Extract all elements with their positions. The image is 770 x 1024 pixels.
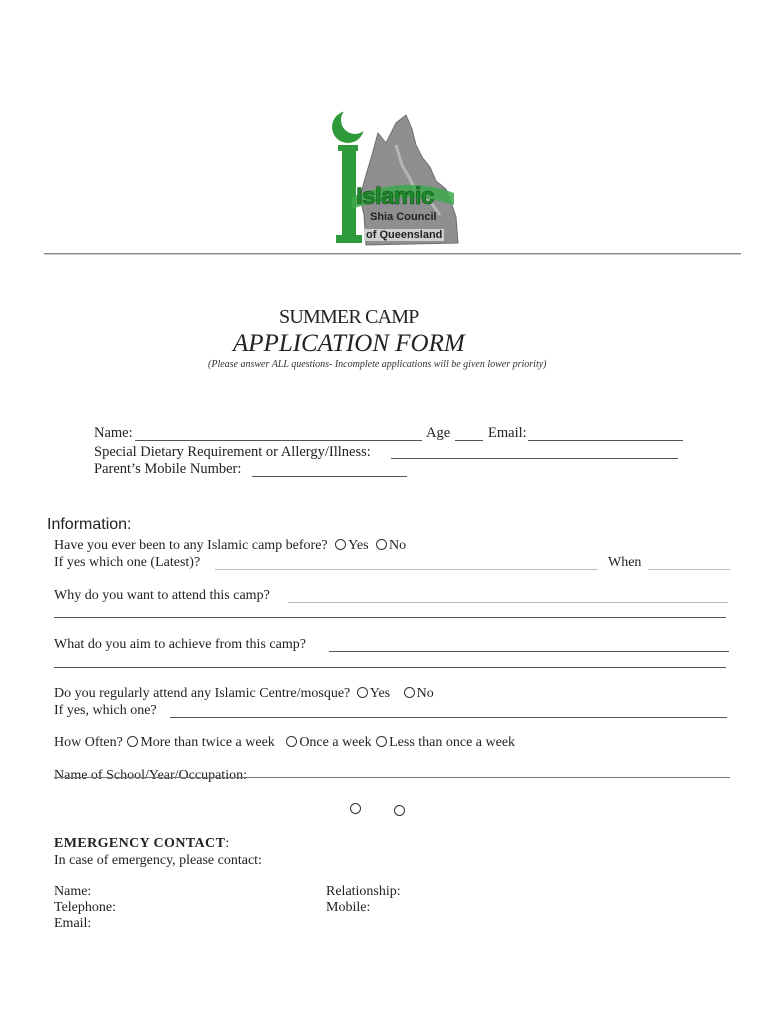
how-often-text: How Often? (54, 735, 123, 750)
why-attend-field[interactable] (288, 602, 728, 603)
logo-word: Islamic (356, 183, 434, 210)
emergency-intro: In case of emergency, please contact: (54, 853, 262, 868)
email-field[interactable] (528, 440, 683, 441)
camp-before-no-label: No (389, 538, 407, 553)
extra-radio-right[interactable] (394, 805, 405, 816)
which-camp-field[interactable] (215, 569, 598, 570)
dietary-field[interactable] (391, 458, 678, 459)
aim-achieve-field[interactable] (329, 651, 729, 652)
how-often-less-label: Less than once a week (389, 735, 516, 750)
which-centre-field[interactable] (170, 717, 727, 718)
council-logo (326, 105, 462, 250)
age-field[interactable] (455, 440, 483, 441)
how-often-once-radio[interactable] (286, 736, 297, 747)
attend-centre-no-radio[interactable] (404, 687, 415, 698)
when-field[interactable] (648, 569, 730, 570)
emergency-mobile-label: Mobile: (326, 900, 371, 915)
logo-line2: Shia Council (370, 211, 437, 223)
emergency-relationship-label: Relationship: (326, 884, 401, 899)
which-centre-label: If yes, which one? (54, 703, 157, 718)
how-often-more-radio[interactable] (127, 736, 138, 747)
information-heading: Information: (47, 516, 132, 533)
form-instructions: (Please answer ALL questions- Incomplete applications will be given lower priority) (208, 359, 547, 370)
how-often-less-radio[interactable] (376, 736, 387, 747)
aim-achieve-label: What do you aim to achieve from this camp? (54, 637, 306, 652)
extra-radio-left[interactable] (350, 803, 361, 814)
logo-line3: of Queensland (366, 229, 443, 241)
camp-before-yes-label: Yes (348, 538, 369, 553)
email-label: Email: (488, 425, 527, 441)
why-attend-label: Why do you want to attend this camp? (54, 588, 270, 603)
camp-before-text: Have you ever been to any Islamic camp before? (54, 538, 328, 553)
camp-before-question (54, 538, 406, 554)
how-often-question (54, 735, 515, 751)
dietary-label: Special Dietary Requirement or Allergy/Illness: (94, 444, 371, 460)
attend-centre-question (54, 686, 434, 702)
form-title-summer-camp: SUMMER CAMP (279, 306, 419, 328)
emergency-email-label: Email: (54, 916, 92, 931)
camp-before-no-radio[interactable] (376, 539, 387, 550)
emergency-telephone-label: Telephone: (54, 900, 116, 915)
school-occupation-label: Name of School/Year/Occupation: (54, 768, 247, 783)
form-title-application: APPLICATION FORM (233, 330, 465, 357)
emergency-heading-text: EMERGENCY CONTACT (54, 836, 226, 851)
school-occupation-field[interactable] (54, 777, 730, 778)
when-label: When (608, 555, 642, 570)
camp-before-yes-radio[interactable] (335, 539, 346, 550)
why-attend-field-line2[interactable] (54, 617, 726, 618)
attend-centre-text: Do you regularly attend any Islamic Centre/mosque? (54, 686, 351, 701)
age-label: Age (426, 425, 451, 441)
how-often-more-label: More than twice a week (140, 735, 275, 750)
attend-centre-yes-radio[interactable] (357, 687, 368, 698)
aim-achieve-field-line2[interactable] (54, 667, 726, 668)
parent-mobile-field[interactable] (252, 476, 407, 477)
which-camp-label: If yes which one (Latest)? (54, 555, 201, 570)
how-often-once-label: Once a week (299, 735, 372, 750)
emergency-heading (54, 836, 229, 852)
attend-centre-no-label: No (416, 686, 434, 701)
name-field[interactable] (135, 440, 422, 441)
emergency-name-label: Name: (54, 884, 92, 899)
attend-centre-yes-label: Yes (369, 686, 391, 701)
emergency-heading-colon: : (225, 836, 230, 851)
header-divider (44, 253, 741, 255)
parent-mobile-label: Parent’s Mobile Number: (94, 461, 242, 477)
name-label: Name: (94, 425, 133, 441)
